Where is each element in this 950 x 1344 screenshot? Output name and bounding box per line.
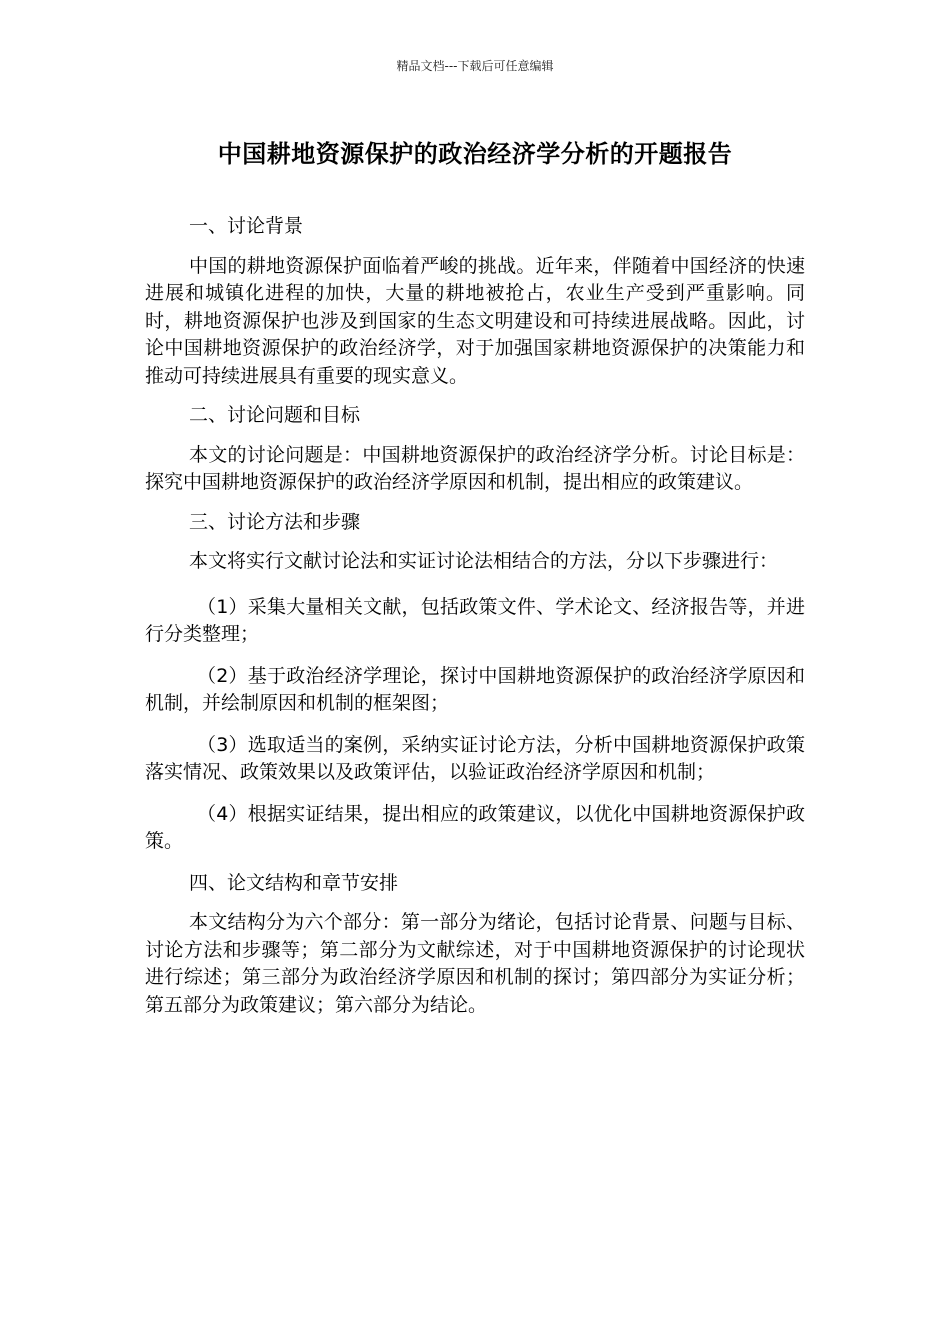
- section-heading-methods: 三、讨论方法和步骤: [189, 510, 361, 533]
- document-body: [145, 213, 805, 1031]
- page-header: 精品文档---下载后可任意编辑: [396, 59, 554, 73]
- section-heading-background: 一、讨论背景: [189, 215, 304, 237]
- paragraph-goals: 本文的讨论问题是：中国耕地资源保护的政治经济学分析。讨论目标是：探究中国耕地资源保护的政治经济学原因和机制，提出相应的政策建议。: [145, 443, 805, 493]
- paragraph-structure: 本文结构分为六个部分：第一部分为绪论，包括讨论背景、问题与目标、讨论方法和步骤等；第二部分为文献综述，对于中国耕地资源保护的讨论现状进行综述；第三部分为政治经济学原因和机制的探讨；第四部分为实证分析；第五部分为政策建议；第六部分为结论。: [145, 911, 805, 1016]
- section-heading-structure: 四、论文结构和章节安排: [189, 871, 399, 894]
- method-step-4: （4）根据实证结果，提出相应的政策建议，以优化中国耕地资源保护政策。: [145, 802, 805, 852]
- document-title: 中国耕地资源保护的政治经济学分析的开题报告: [217, 140, 733, 168]
- paragraph-methods: 本文将实行文献讨论法和实证讨论法相结合的方法，分以下步骤进行：: [189, 550, 779, 572]
- method-step-3: （3）选取适当的案例，采纳实证讨论方法，分析中国耕地资源保护政策落实情况、政策效果以及政策评估，以验证政治经济学原因和机制；: [145, 733, 805, 783]
- section-heading-goals: 二、讨论问题和目标: [189, 404, 361, 426]
- method-step-2: （2）基于政治经济学理论，探讨中国耕地资源保护的政治经济学原因和机制，并绘制原因和机制的框架图；: [145, 664, 805, 714]
- method-step-1: （1）采集大量相关文献，包括政策文件、学术论文、经济报告等，并进行分类整理；: [145, 595, 805, 645]
- paragraph-background: 中国的耕地资源保护面临着严峻的挑战。近年来，伴随着中国经济的快速进展和城镇化进程的加快，大量的耕地被抢占，农业生产受到严重影响。同时，耕地资源保护也涉及到国家的生态文明建设和可持续进展战略。因此，讨论中国耕地资源保护的政治经济学，对于加强国家耕地资源保护的决策能力和推动可持续进展具有重要的现实意义。: [145, 254, 805, 387]
